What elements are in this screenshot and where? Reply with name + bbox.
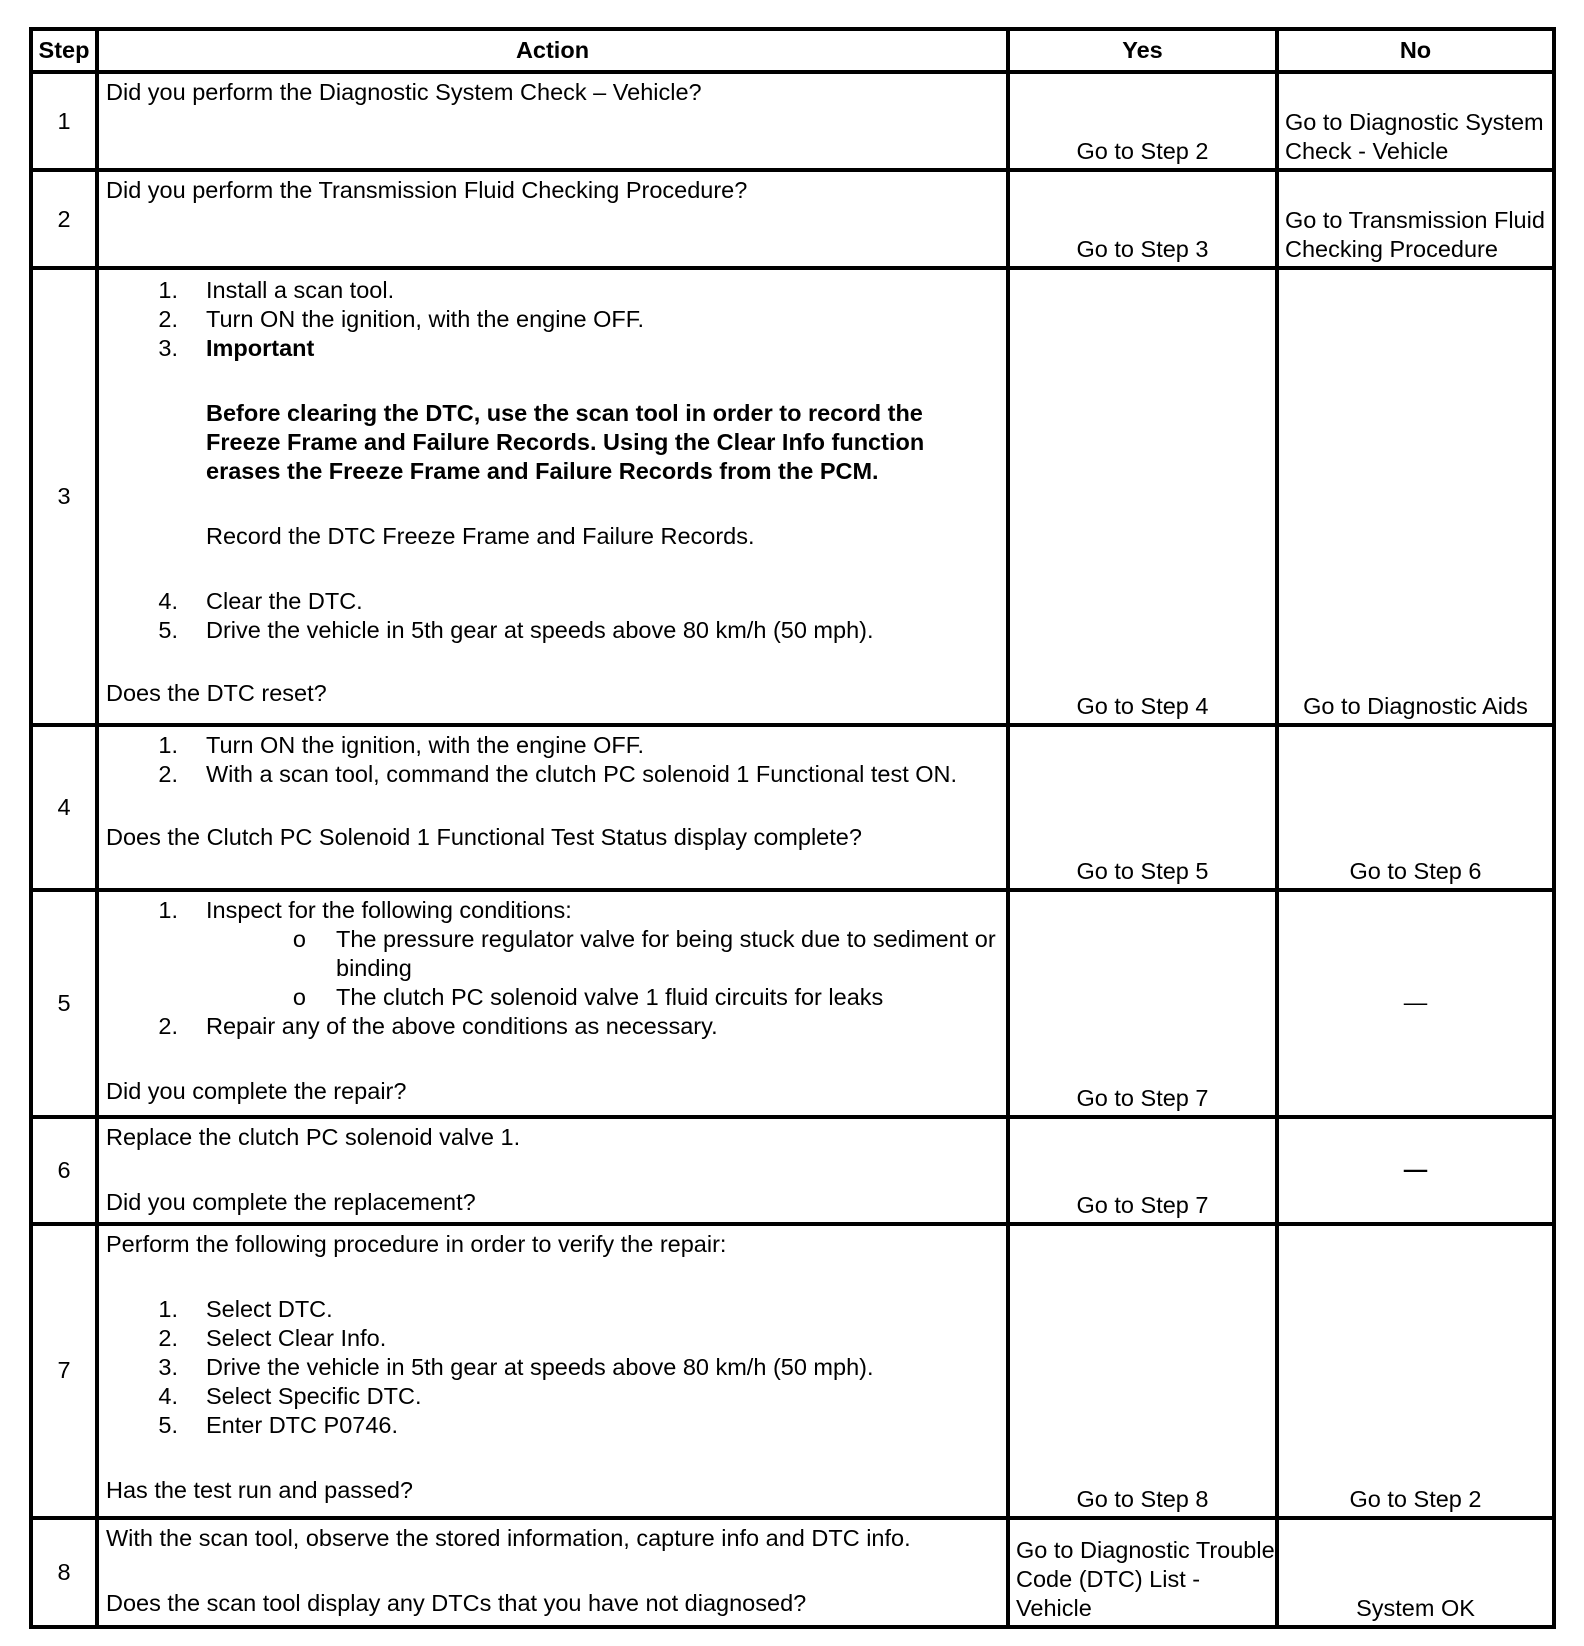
list-item: 2. Turn ON the ignition, with the engine OFF. bbox=[158, 306, 645, 333]
question-text: Did you perform the Transmission Fluid Checking Procedure? bbox=[106, 177, 748, 204]
list-item: 2. Select Clear Info. bbox=[158, 1325, 387, 1352]
table-row bbox=[31, 72, 1554, 170]
diagnostic-table bbox=[29, 27, 1556, 1629]
action-cell bbox=[97, 1224, 1008, 1518]
no-cell: Go to Diagnostic System Check - Vehicle bbox=[1277, 72, 1554, 170]
diagnostic-table-container bbox=[29, 27, 1556, 1629]
action-cell bbox=[97, 890, 1008, 1117]
action-cell bbox=[97, 1117, 1008, 1224]
list-item: 4. Clear the DTC. bbox=[158, 588, 363, 615]
no-cell: Go to Diagnostic Aids bbox=[1277, 268, 1554, 725]
table-row bbox=[31, 890, 1554, 1117]
no-cell: Go to Step 6 bbox=[1277, 725, 1554, 890]
question-text: Does the DTC reset? bbox=[106, 680, 327, 707]
step-number: 3 bbox=[31, 268, 97, 725]
no-cell: Go to Transmission Fluid Checking Procedure bbox=[1277, 170, 1554, 268]
question-text: Does the Clutch PC Solenoid 1 Functional Test Status display complete? bbox=[106, 824, 862, 851]
intro-text: Perform the following procedure in order to verify the repair: bbox=[106, 1231, 727, 1258]
list-item: 1. Select DTC. bbox=[158, 1296, 333, 1323]
no-cell: System OK bbox=[1277, 1518, 1554, 1627]
yes-cell: Go to Step 8 bbox=[1008, 1224, 1277, 1518]
action-text: Replace the clutch PC solenoid valve 1. bbox=[106, 1123, 521, 1150]
step-number: 7 bbox=[31, 1224, 97, 1518]
header-row bbox=[31, 29, 1554, 72]
table-row bbox=[31, 725, 1554, 890]
bullet-item: o The pressure regulator valve for being stuck due to sediment or binding bbox=[292, 926, 996, 982]
action-cell bbox=[97, 268, 1008, 725]
table-row bbox=[31, 268, 1554, 725]
question-text: Has the test run and passed? bbox=[106, 1477, 414, 1504]
header-no: No bbox=[1277, 29, 1554, 72]
action-text: With the scan tool, observe the stored information, capture info and DTC info. bbox=[106, 1524, 911, 1551]
list-item: 2. With a scan tool, command the clutch PC solenoid 1 Functional test ON. bbox=[158, 761, 958, 788]
bullet-item: o The clutch PC solenoid valve 1 fluid circuits for leaks bbox=[292, 984, 884, 1011]
action-cell bbox=[97, 170, 1008, 268]
question-text: Does the scan tool display any DTCs that you have not diagnosed? bbox=[106, 1589, 807, 1616]
step-number: 2 bbox=[31, 170, 97, 268]
list-item: 1. Turn ON the ignition, with the engine OFF. bbox=[158, 732, 645, 759]
yes-cell: Go to Step 4 bbox=[1008, 268, 1277, 725]
header-action: Action bbox=[97, 29, 1008, 72]
step-number: 8 bbox=[31, 1518, 97, 1627]
list-item: 3. Drive the vehicle in 5th gear at speeds above 80 km/h (50 mph). bbox=[158, 1354, 874, 1381]
step-number: 6 bbox=[31, 1117, 97, 1224]
header-yes: Yes bbox=[1008, 29, 1277, 72]
no-cell: — bbox=[1277, 1117, 1554, 1224]
question-text: Did you perform the Diagnostic System Check – Vehicle? bbox=[106, 79, 702, 106]
action-cell bbox=[97, 1518, 1008, 1627]
important-note: Before clearing the DTC, use the scan tool in order to record the Freeze Frame and Failure Records. Using the Clear Info function erases the Freeze Frame and Failure Records from the PCM. bbox=[206, 400, 925, 485]
table-row bbox=[31, 1117, 1554, 1224]
list-item: 3. Important bbox=[158, 335, 315, 362]
list-item: 2. Repair any of the above conditions as necessary. bbox=[158, 1013, 718, 1040]
step-number: 5 bbox=[31, 890, 97, 1117]
list-item: 1. Inspect for the following conditions: bbox=[158, 897, 572, 924]
yes-cell: Go to Step 5 bbox=[1008, 725, 1277, 890]
no-cell: Go to Step 2 bbox=[1277, 1224, 1554, 1518]
yes-cell: Go to Diagnostic Trouble Code (DTC) List - Vehicle bbox=[1008, 1518, 1277, 1627]
table-row bbox=[31, 170, 1554, 268]
table-row bbox=[31, 1518, 1554, 1627]
yes-cell: Go to Step 2 bbox=[1008, 72, 1277, 170]
yes-cell: Go to Step 7 bbox=[1008, 890, 1277, 1117]
list-item: 1. Install a scan tool. bbox=[158, 277, 395, 304]
step-number: 4 bbox=[31, 725, 97, 890]
action-cell bbox=[97, 725, 1008, 890]
yes-cell: Go to Step 3 bbox=[1008, 170, 1277, 268]
question-text: Did you complete the repair? bbox=[106, 1078, 407, 1105]
question-text: Did you complete the replacement? bbox=[106, 1188, 476, 1215]
action-cell bbox=[97, 72, 1008, 170]
yes-cell: Go to Step 7 bbox=[1008, 1117, 1277, 1224]
record-instruction: Record the DTC Freeze Frame and Failure Records. bbox=[206, 523, 755, 550]
step-number: 1 bbox=[31, 72, 97, 170]
table-row bbox=[31, 1224, 1554, 1518]
header-step: Step bbox=[31, 29, 97, 72]
list-item: 4. Select Specific DTC. bbox=[158, 1383, 422, 1410]
list-item: 5. Drive the vehicle in 5th gear at speeds above 80 km/h (50 mph). bbox=[158, 617, 874, 644]
no-cell: — bbox=[1277, 890, 1554, 1117]
list-item: 5. Enter DTC P0746. bbox=[158, 1412, 399, 1439]
